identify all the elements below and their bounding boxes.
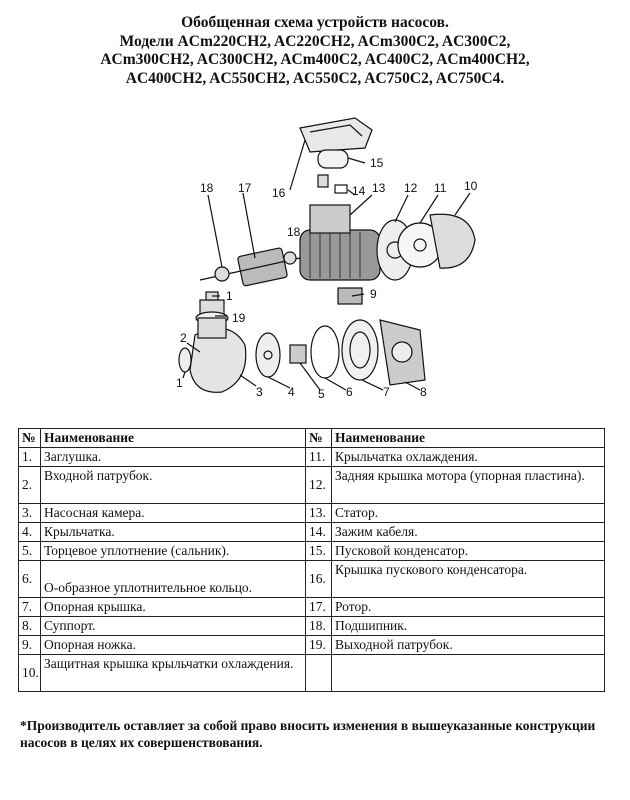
row-num-2: 11. (306, 448, 332, 467)
document-title (0, 14, 630, 88)
pump-exploded-diagram (150, 110, 510, 410)
row-name-2 (332, 655, 605, 692)
table-row (19, 504, 605, 523)
title-line-4: AC400CH2, AC550CH2, AC550C2, AC750C2, AC750C4. (125, 69, 505, 87)
row-num: 5. (19, 542, 41, 561)
row-num-2: 12. (306, 467, 332, 504)
row-name: Заглушка. (41, 448, 306, 467)
row-num-2: 18. (306, 617, 332, 636)
callout-11: 11 (434, 181, 447, 195)
header-num-2: № (306, 429, 332, 448)
table-header-row (19, 429, 605, 448)
callout-17: 17 (238, 181, 252, 195)
row-name-2: Ротор. (332, 598, 605, 617)
row-name: Опорная ножка. (41, 636, 306, 655)
row-name: О-образное уплотнительное кольцо. (41, 561, 306, 598)
header-num: № (19, 429, 41, 448)
row-name-2: Статор. (332, 504, 605, 523)
header-name: Наименование (41, 429, 306, 448)
row-name-2: Пусковой конденсатор. (332, 542, 605, 561)
table-row (19, 655, 605, 692)
row-name: Суппорт. (41, 617, 306, 636)
table-row (19, 523, 605, 542)
parts-table (18, 428, 605, 692)
title-line-3: ACm300CH2, AC300CH2, ACm400C2, AC400C2, ACm400CH2, (100, 51, 530, 68)
row-name: Защитная крышка крыльчатки охлаждения. (41, 655, 306, 692)
callout-13: 13 (372, 181, 386, 195)
table-row (19, 542, 605, 561)
callout-8: 8 (420, 385, 427, 399)
callout-7: 7 (383, 385, 390, 399)
row-num-2 (306, 655, 332, 692)
callout-12: 12 (404, 181, 418, 195)
table-row (19, 636, 605, 655)
row-num: 1. (19, 448, 41, 467)
row-num-2: 16. (306, 561, 332, 598)
row-num: 4. (19, 523, 41, 542)
callout-1-top: 1 (226, 289, 233, 303)
row-num-2: 19. (306, 636, 332, 655)
row-name-2: Выходной патрубок. (332, 636, 605, 655)
title-line-1: Обобщенная схема устройств насосов. (181, 14, 449, 31)
row-num: 6. (19, 561, 41, 598)
table-row (19, 467, 605, 504)
callout-18: 18 (200, 181, 214, 195)
row-num-2: 15. (306, 542, 332, 561)
callout-14: 14 (352, 184, 366, 198)
row-name-2: Подшипник. (332, 617, 605, 636)
row-num: 9. (19, 636, 41, 655)
row-num-2: 17. (306, 598, 332, 617)
row-num: 10. (19, 655, 41, 692)
row-name-2: Крыльчатка охлаждения. (332, 448, 605, 467)
callout-16: 16 (272, 186, 286, 200)
row-num: 2. (19, 467, 41, 504)
table-row (19, 617, 605, 636)
table-row (19, 448, 605, 467)
row-name-2: Крышка пускового конденсатора. (332, 561, 605, 598)
title-line-2: Модели ACm220CH2, AC220CH2, ACm300C2, AC300C2, (119, 32, 511, 50)
callout-1-bottom: 1 (176, 376, 183, 390)
table-row (19, 598, 605, 617)
row-name-2: Задняя крышка мотора (упорная пластина). (332, 467, 605, 504)
callout-15: 15 (370, 156, 384, 170)
row-num: 7. (19, 598, 41, 617)
callout-19: 19 (232, 311, 246, 325)
row-name: Насосная камера. (41, 504, 306, 523)
callout-5: 5 (318, 387, 325, 401)
manufacturer-note: *Производитель оставляет за собой право вносить изменения в вышеуказанные конструкции насосов в целях их совершенствования. (20, 718, 596, 750)
row-num: 8. (19, 617, 41, 636)
callout-3: 3 (256, 385, 263, 399)
row-name: Крыльчатка. (41, 523, 306, 542)
row-num: 3. (19, 504, 41, 523)
row-name: Опорная крышка. (41, 598, 306, 617)
callout-10: 10 (464, 179, 478, 193)
callout-9: 9 (370, 287, 377, 301)
callout-6: 6 (346, 385, 353, 399)
row-name-2: Зажим кабеля. (332, 523, 605, 542)
row-name: Входной патрубок. (41, 467, 306, 504)
callout-4: 4 (288, 385, 295, 399)
row-name: Торцевое уплотнение (сальник). (41, 542, 306, 561)
row-num-2: 13. (306, 504, 332, 523)
callout-2: 2 (180, 331, 187, 345)
header-name-2: Наименование (332, 429, 605, 448)
table-row (19, 561, 605, 598)
callout-18b: 18 (287, 225, 301, 239)
row-num-2: 14. (306, 523, 332, 542)
